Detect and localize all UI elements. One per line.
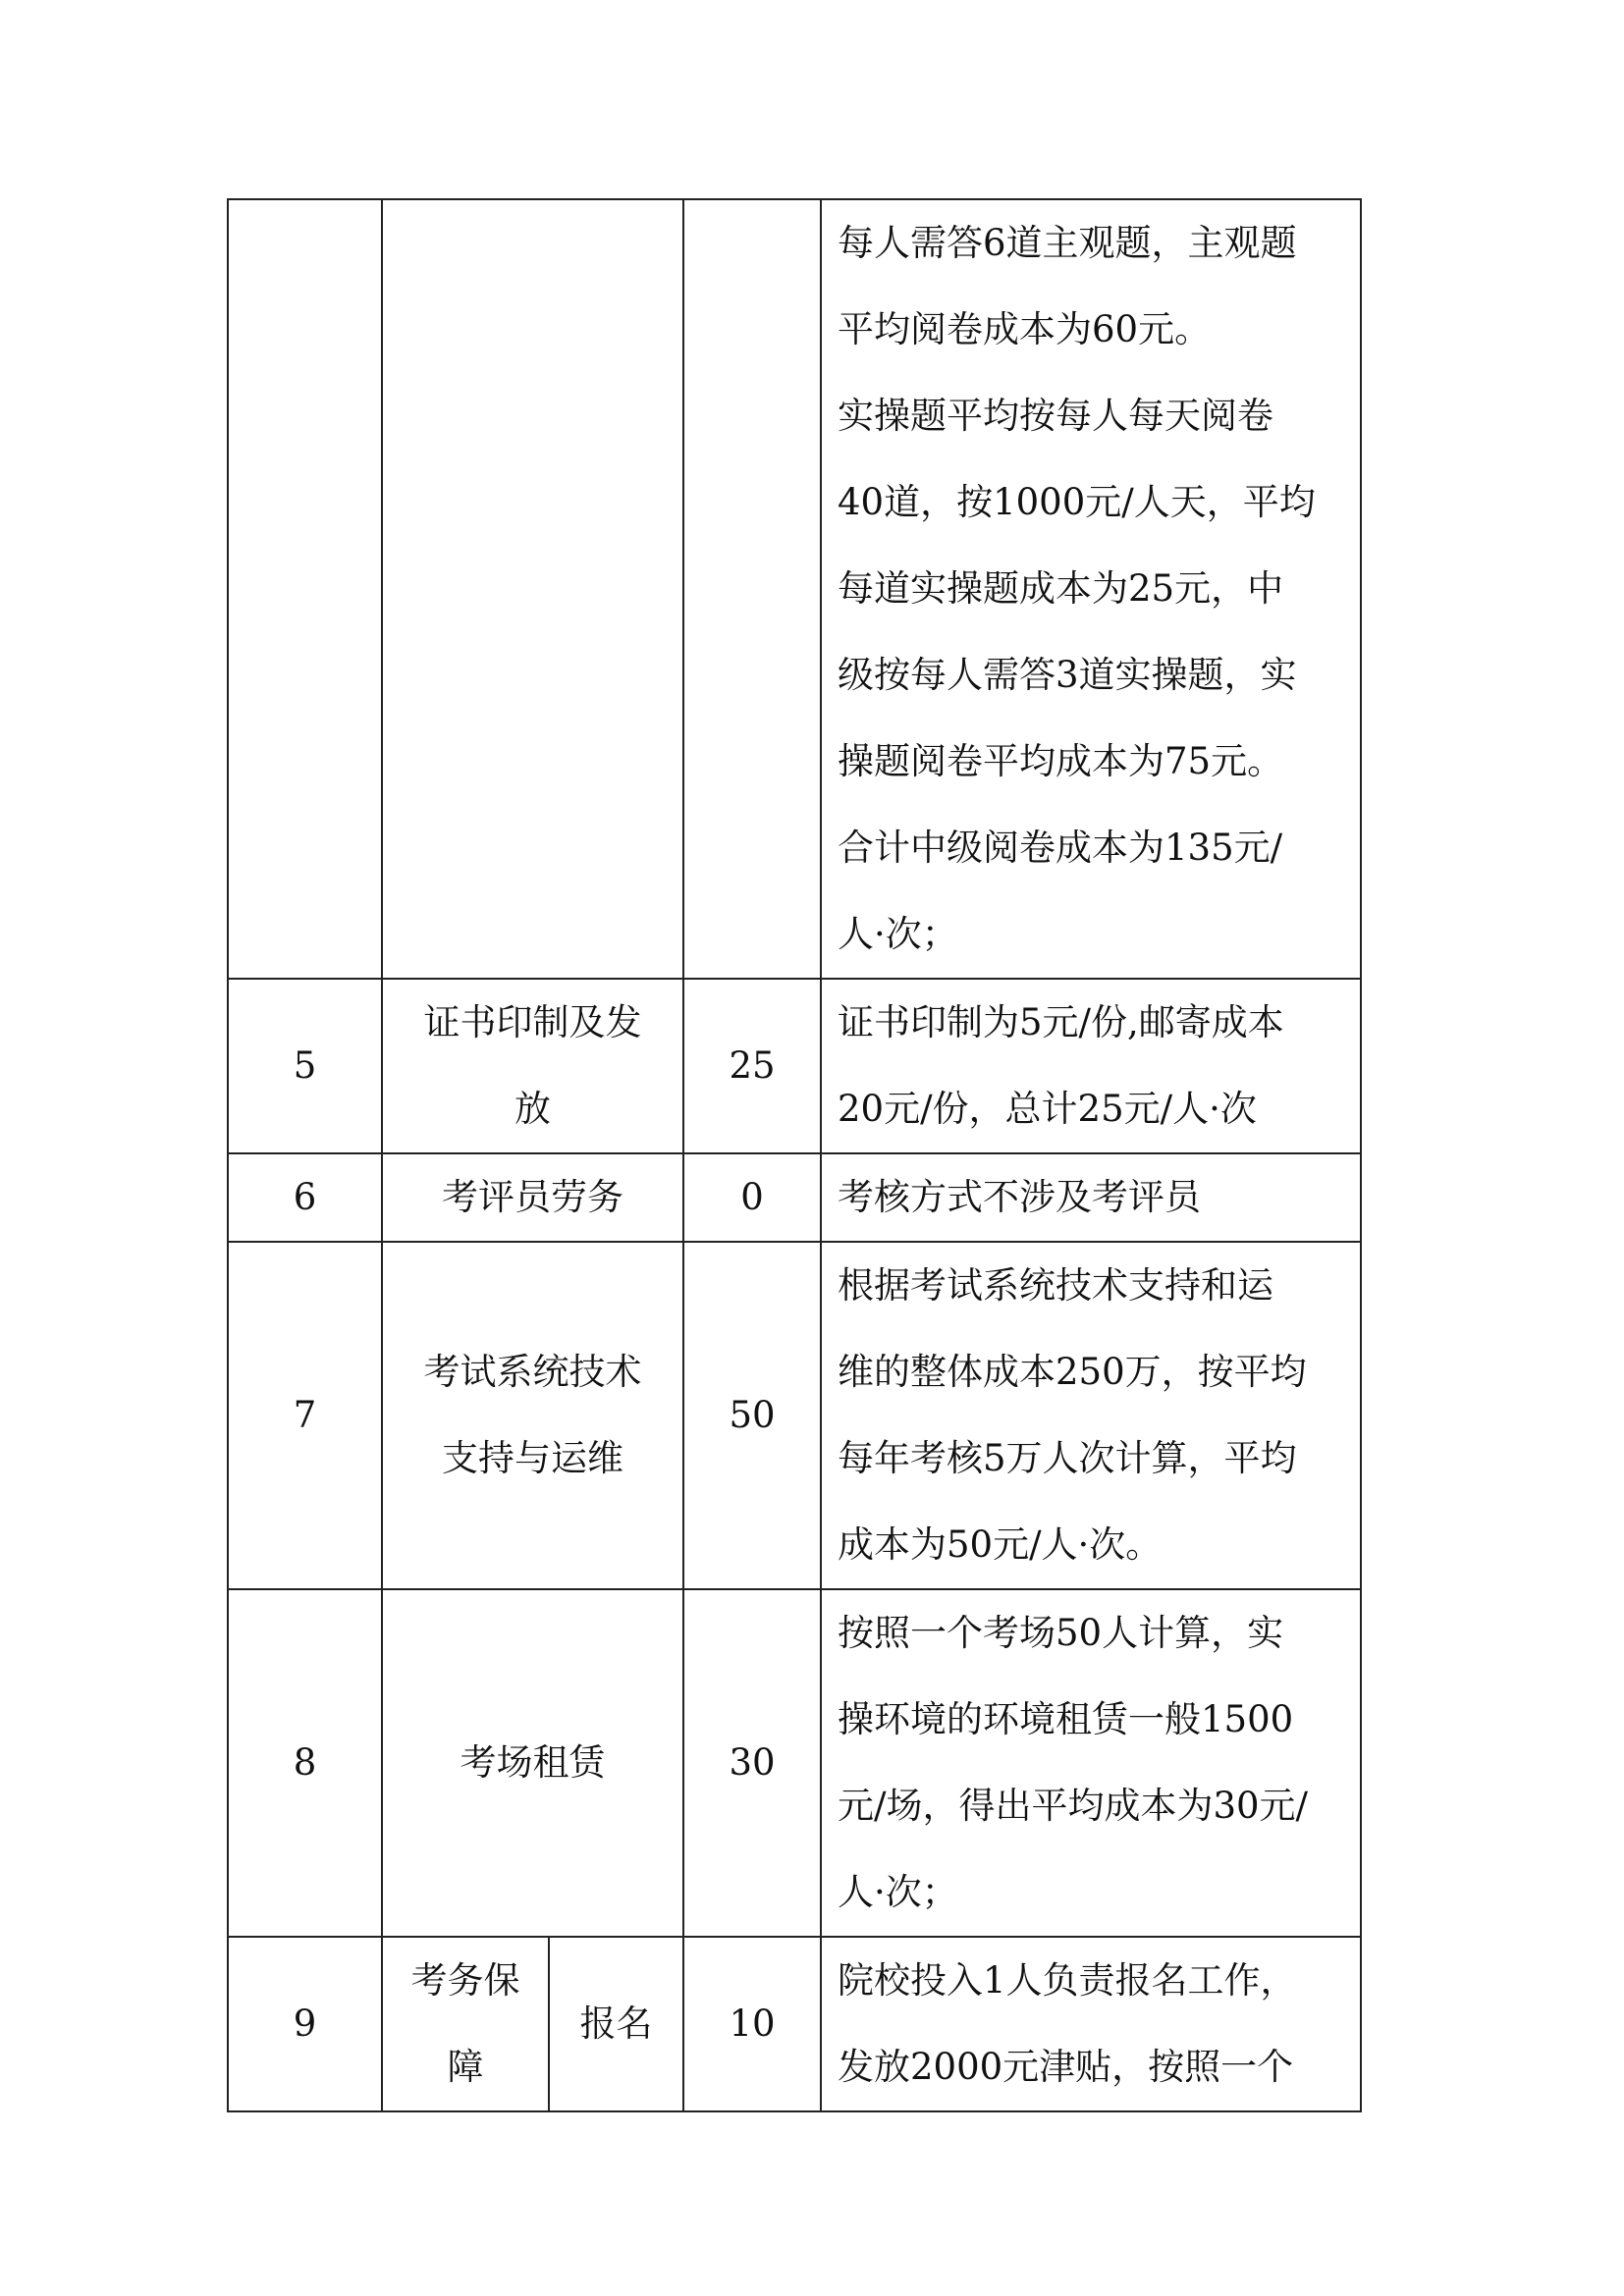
- description-line: 40道，按1000元/人天，平均: [838, 481, 1316, 523]
- cell-item: [382, 979, 683, 1153]
- description-line: 每年考核5万人次计算，平均: [838, 1437, 1297, 1479]
- item-line: 障: [447, 2046, 484, 2088]
- table-row-continued: [228, 199, 1361, 979]
- description-line: 级按每人需答3道实操题，实: [838, 654, 1297, 696]
- description-line: 按照一个考场50人计算，实: [838, 1612, 1284, 1654]
- description-line: 院校投入1人负责报名工作，: [838, 1959, 1297, 2002]
- cell-subitem: 报名: [549, 1937, 683, 2111]
- cell-description: [821, 199, 1361, 979]
- item-line: 放: [514, 1088, 551, 1130]
- cell-description: [821, 1937, 1361, 2111]
- item-line: 考试系统技术: [423, 1351, 642, 1393]
- cell-cost: 50: [683, 1242, 821, 1589]
- cell-cost: 25: [683, 979, 821, 1153]
- cell-no: [228, 199, 382, 979]
- description-line: 元/场，得出平均成本为30元/: [838, 1785, 1309, 1827]
- description-line: 发放2000元津贴，按照一个: [838, 2046, 1294, 2088]
- cost-table: [227, 198, 1362, 2112]
- table-row: [228, 979, 1361, 1153]
- cell-cost: 10: [683, 1937, 821, 2111]
- description-line: 成本为50元/人·次。: [838, 1523, 1163, 1566]
- cell-item: 考评员劳务: [382, 1153, 683, 1242]
- description-line: 每道实操题成本为25元，中: [838, 567, 1284, 610]
- cell-no: 5: [228, 979, 382, 1153]
- item-line: 考务保: [410, 1959, 520, 2002]
- cell-item: [382, 199, 683, 979]
- cell-item: [382, 1242, 683, 1589]
- cell-cost: 30: [683, 1589, 821, 1937]
- description-line: 实操题平均按每人每天阅卷: [838, 395, 1273, 437]
- cell-description: [821, 1242, 1361, 1589]
- cell-no: 6: [228, 1153, 382, 1242]
- cell-description: [821, 1153, 1361, 1242]
- description-line: 平均阅卷成本为60元。: [838, 308, 1212, 350]
- item-line: 支持与运维: [442, 1437, 623, 1479]
- table-row: [228, 1589, 1361, 1937]
- table-row: [228, 1153, 1361, 1242]
- description-line: 合计中级阅卷成本为135元/: [838, 827, 1283, 869]
- table-row: [228, 1242, 1361, 1589]
- description-line: 操题阅卷平均成本为75元。: [838, 740, 1284, 782]
- cell-cost: 0: [683, 1153, 821, 1242]
- table-row: [228, 1937, 1361, 2111]
- description-line: 每人需答6道主观题，主观题: [838, 222, 1297, 264]
- item-line: 证书印制及发: [423, 1001, 642, 1043]
- description-line: 证书印制为5元/份,邮寄成本: [838, 1001, 1284, 1043]
- description-line: 根据考试系统技术支持和运: [838, 1264, 1273, 1307]
- description-line: 人·次；: [838, 913, 958, 955]
- cell-no: 7: [228, 1242, 382, 1589]
- cell-no: 9: [228, 1937, 382, 2111]
- cell-cost: [683, 199, 821, 979]
- description-line: 维的整体成本250万，按平均: [838, 1351, 1307, 1393]
- cell-description: [821, 979, 1361, 1153]
- description-line: 20元/份，总计25元/人·次: [838, 1088, 1257, 1130]
- cell-no: 8: [228, 1589, 382, 1937]
- cell-description: [821, 1589, 1361, 1937]
- description-line: 考核方式不涉及考评员: [838, 1176, 1201, 1218]
- description-line: 人·次；: [838, 1871, 958, 1913]
- cell-item: 考场租赁: [382, 1589, 683, 1937]
- description-line: 操环境的环境租赁一般1500: [838, 1698, 1294, 1740]
- cell-item: [382, 1937, 549, 2111]
